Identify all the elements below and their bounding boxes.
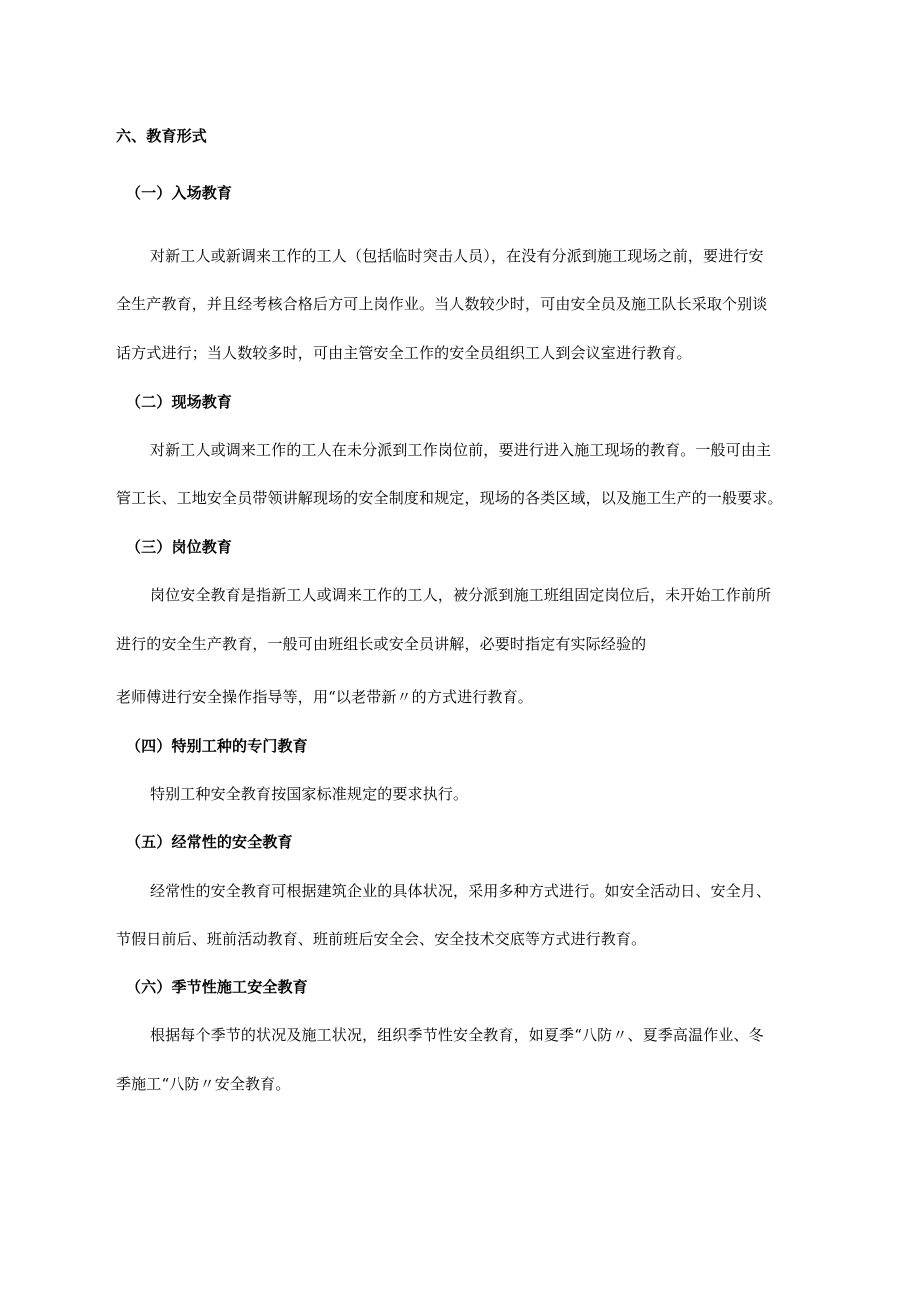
subsection-title-4: （四）特别工种的专门教育 bbox=[126, 737, 308, 755]
paragraph-line: 根据每个季节的状况及施工状况，组织季节性安全教育，如夏季“八防〃、夏季高温作业、冬 bbox=[150, 1026, 764, 1044]
paragraph-line: 特别工种安全教育按国家标准规定的要求执行。 bbox=[150, 785, 469, 803]
paragraph-line: 老师傅进行安全操作指导等，用“以老带新〃的方式进行教育。 bbox=[116, 688, 533, 706]
subsection-title-5: （五）经常性的安全教育 bbox=[126, 833, 293, 851]
paragraph-line: 话方式进行；当人数较多时，可由主管安全工作的安全员组织工人到会议室进行教育。 bbox=[116, 344, 692, 362]
subsection-title-2: （二）现场教育 bbox=[126, 393, 233, 411]
subsection-title-1: （一）入场教育 bbox=[126, 184, 233, 202]
paragraph-line: 节假日前后、班前活动教育、班前班后安全会、安全技术交底等方式进行教育。 bbox=[116, 930, 647, 948]
paragraph-line: 对新工人或新调来工作的工人（包括临时突击人员），在没有分派到施工现场之前，要进行安 bbox=[150, 247, 764, 265]
paragraph-line: 管工长、工地安全员带领讲解现场的安全制度和规定，现场的各类区域，以及施工生产的一般要求。 bbox=[116, 489, 783, 507]
paragraph-line: 岗位安全教育是指新工人或调来工作的工人，被分派到施工班组固定岗位后，未开始工作前所 bbox=[150, 586, 772, 604]
paragraph-line: 经常性的安全教育可根据建筑企业的具体状况，采用多种方式进行。如安全活动日、安全月、 bbox=[150, 882, 772, 900]
subsection-title-3: （三）岗位教育 bbox=[126, 538, 233, 556]
paragraph-line: 季施工“八防〃安全教育。 bbox=[116, 1075, 291, 1093]
paragraph-line: 进行的安全生产教育，一般可由班组长或安全员讲解，必要时指定有实际经验的 bbox=[116, 635, 647, 653]
paragraph-line: 全生产教育，并且经考核合格后方可上岗作业。当人数较少时，可由安全员及施工队长采取个别谈 bbox=[116, 295, 768, 313]
section-heading: 六、教育形式 bbox=[116, 127, 207, 145]
paragraph-line: 对新工人或调来工作的工人在未分派到工作岗位前，要进行进入施工现场的教育。一般可由主 bbox=[150, 441, 772, 459]
subsection-title-6: （六）季节性施工安全教育 bbox=[126, 978, 308, 996]
